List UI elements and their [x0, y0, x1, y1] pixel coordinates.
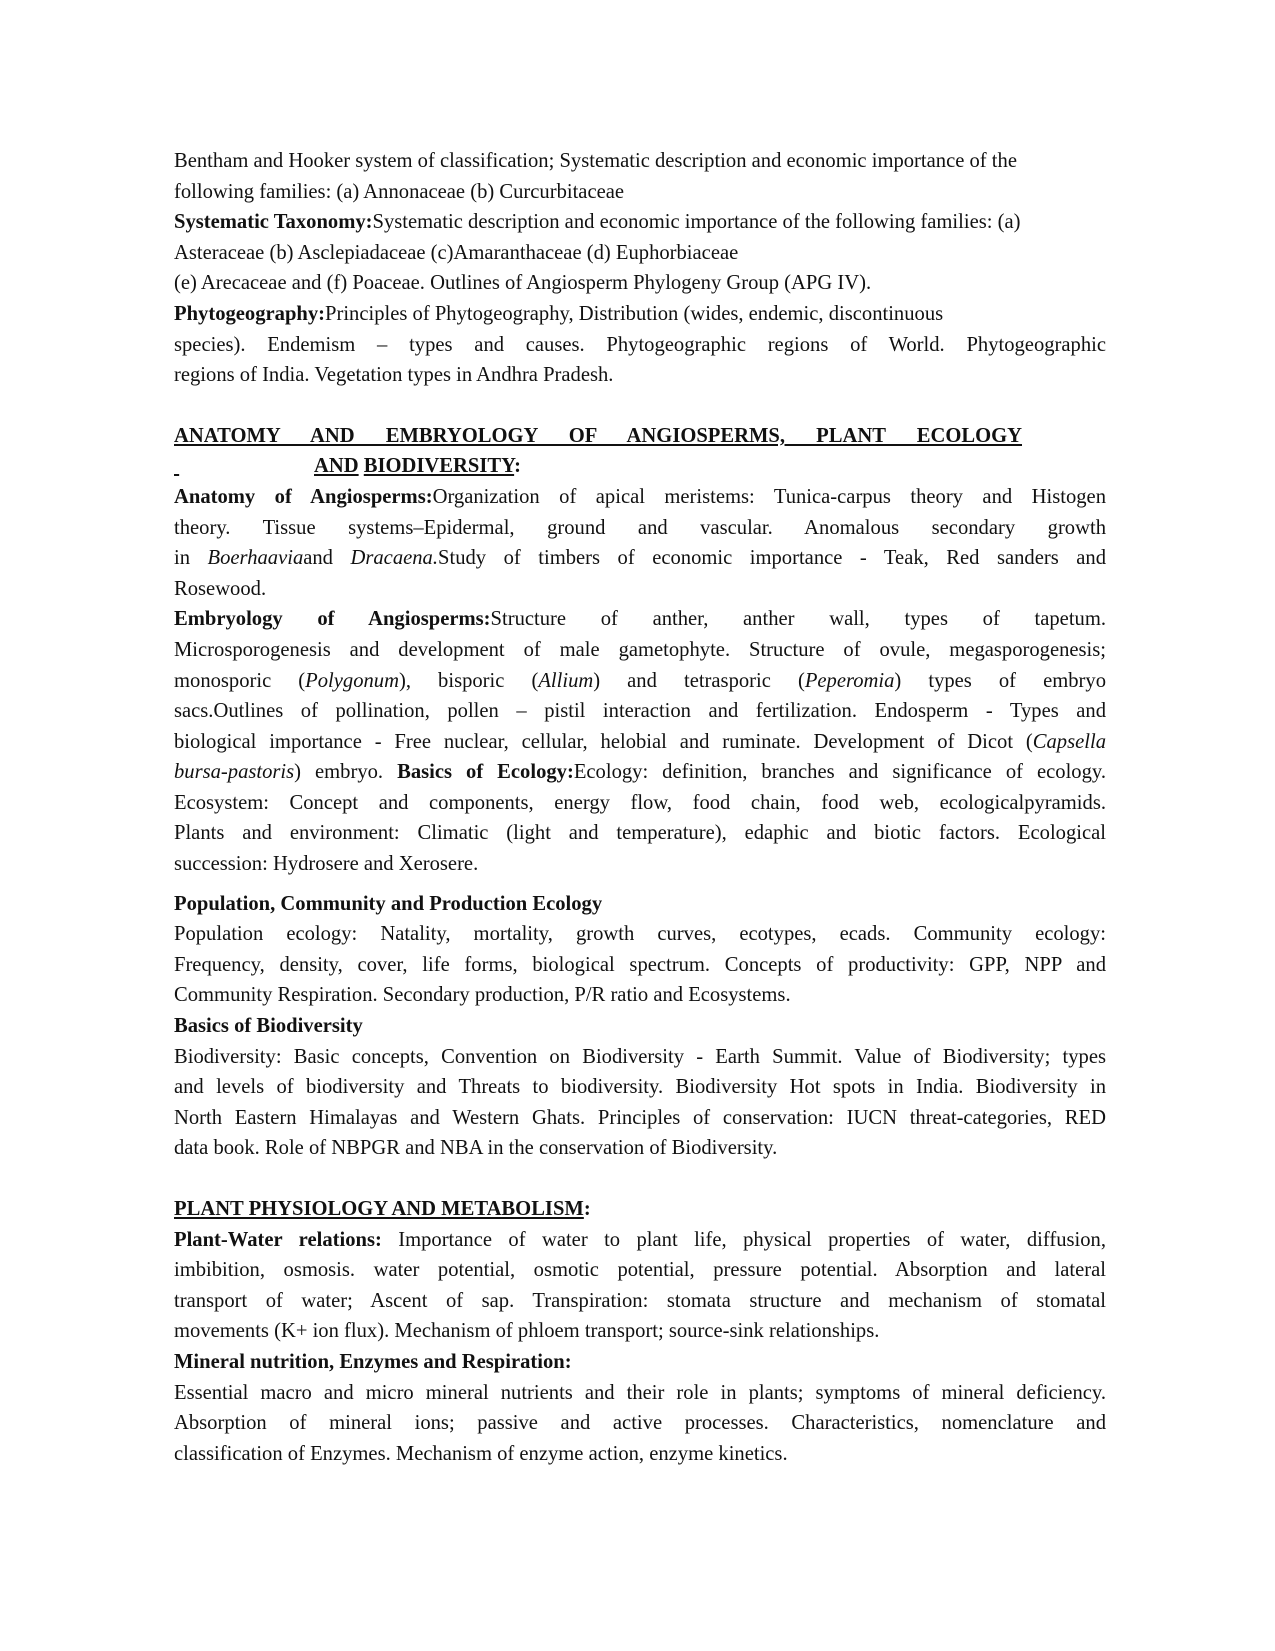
- text-span: ) embryo.: [294, 761, 398, 784]
- section-heading-continued: [174, 451, 1106, 482]
- text-span: Organization of apical meristems: Tunica-carpus theory and Histogen: [432, 485, 1106, 508]
- text-line: [174, 482, 1106, 513]
- text-span: Importance of water to plant life, physical properties of water, diffusion,: [381, 1228, 1106, 1251]
- physiology-heading: PLANT PHYSIOLOGY AND METABOLISM: [174, 1198, 584, 1220]
- section-heading: [174, 1194, 1106, 1225]
- text-span: ) and tetrasporic (: [593, 669, 805, 692]
- text-line: Plants and environment: Climatic (light and temperature), edaphic and biotic factors. Ecological: [174, 822, 1106, 845]
- text-line: [174, 207, 1106, 238]
- text-span: Structure of anther, anther wall, types of tapetum.: [490, 608, 1106, 631]
- italic-term: Peperomia: [804, 669, 895, 692]
- text-line: classification of Enzymes. Mechanism of enzyme action, enzyme kinetics.: [174, 1442, 788, 1465]
- text-span: and: [303, 547, 351, 570]
- text-span: monosporic (: [174, 669, 306, 692]
- heading-colon: :: [514, 455, 521, 478]
- text-line: Asteraceae (b) Asclepiadaceae (c)Amaranthaceae (d) Euphorbiaceae: [174, 241, 739, 264]
- text-line: (e) Arecaceae and (f) Poaceae. Outlines of Angiosperm Phylogeny Group (APG IV).: [174, 272, 872, 295]
- anatomy-label: Anatomy of Angiosperms:: [174, 485, 433, 508]
- heading-and: AND: [314, 455, 359, 478]
- heading-indent-underline: [174, 451, 314, 482]
- text-line: imbibition, osmosis. water potential, osmotic potential, pressure potential. Absorption and lateral: [174, 1259, 1106, 1282]
- text-line: [174, 604, 1106, 635]
- text-line: data book. Role of NBPGR and NBA in the conservation of Biodiversity.: [174, 1137, 778, 1160]
- text-line: [174, 757, 1106, 788]
- subheading: [174, 1347, 1106, 1378]
- text-line: Microsporogenesis and development of male gametophyte. Structure of ovule, megasporogenesis;: [174, 638, 1106, 661]
- heading-biodiversity: BIODIVERSITY: [363, 455, 515, 478]
- document-page: [174, 146, 1106, 1469]
- text-line: sacs.Outlines of pollination, pollen – pistil interaction and fertilization. Endosperm - Types and: [174, 700, 1106, 723]
- text-line: transport of water; Ascent of sap. Transpiration: stomata structure and mechanism of stomatal: [174, 1289, 1106, 1312]
- taxonomy-section: [174, 146, 1106, 391]
- text-line: Ecosystem: Concept and components, energy flow, food chain, food web, ecologicalpyramids.: [174, 791, 1106, 814]
- text-span: biological importance - Free nuclear, cellular, helobial and ruminate. Development of Dicot (: [174, 730, 1033, 753]
- text-line: Frequency, density, cover, life forms, biological spectrum. Concepts of productivity: GPP, NPP and: [174, 953, 1106, 976]
- text-span: Systematic description and economic importance of the following families: (a): [372, 211, 1021, 234]
- text-span: ) types of embryo: [894, 669, 1107, 692]
- text-line: and levels of biodiversity and Threats to biodiversity. Biodiversity Hot spots in India. Biodiversity in: [174, 1076, 1106, 1099]
- text-line: theory. Tissue systems–Epidermal, ground and vascular. Anomalous secondary growth: [174, 516, 1106, 539]
- text-line: Rosewood.: [174, 577, 267, 600]
- text-line: Community Respiration. Secondary production, P/R ratio and Ecosystems.: [174, 984, 791, 1007]
- text-line: [174, 1225, 1106, 1256]
- text-span: in: [174, 547, 208, 570]
- subheading: [174, 889, 1106, 920]
- text-line: Population ecology: Natality, mortality, growth curves, ecotypes, ecads. Community ecology:: [174, 923, 1106, 946]
- italic-term: bursa-pastoris: [174, 761, 295, 784]
- section-heading: ANATOMY AND EMBRYOLOGY OF ANGIOSPERMS, PLANT ECOLOGY: [174, 424, 1022, 447]
- text-span: Principles of Phytogeography, Distribution (wides, endemic, discontinuous: [325, 302, 944, 325]
- text-line: regions of India. Vegetation types in Andhra Pradesh.: [174, 364, 614, 387]
- heading-colon: :: [583, 1198, 591, 1220]
- text-line: North Eastern Himalayas and Western Ghats. Principles of conservation: IUCN threat-categories, RED: [174, 1106, 1106, 1129]
- plant-water-label: Plant-Water relations:: [174, 1228, 382, 1251]
- text-line: [174, 299, 1106, 330]
- text-line: [174, 543, 1106, 574]
- text-line: Biodiversity: Basic concepts, Convention on Biodiversity - Earth Summit. Value of Biodiversity; types: [174, 1045, 1106, 1068]
- subheading: [174, 1011, 1106, 1042]
- text-line: Absorption of mineral ions; passive and active processes. Characteristics, nomenclature and: [174, 1412, 1106, 1435]
- italic-term: Capsella: [1032, 730, 1106, 753]
- text-span: Ecology: definition, branches and significance of ecology.: [573, 761, 1106, 784]
- italic-term: Dracaena.: [350, 547, 439, 570]
- anatomy-embryology-section: [174, 421, 1106, 1164]
- text-line: [174, 666, 1106, 697]
- text-span: ), bisporic (: [398, 669, 539, 692]
- italic-term: Polygonum: [305, 669, 399, 692]
- text-line: movements (K+ ion flux). Mechanism of phloem transport; source-sink relationships.: [174, 1320, 880, 1343]
- italic-term: Allium: [538, 669, 594, 692]
- plant-physiology-section: [174, 1194, 1106, 1469]
- text-span: Study of timbers of economic importance - Teak, Red sanders and: [438, 547, 1106, 570]
- text-line: succession: Hydrosere and Xerosere.: [174, 853, 479, 876]
- ecology-label: Basics of Ecology:: [397, 761, 574, 784]
- text-line: Essential macro and micro mineral nutrients and their role in plants; symptoms of mineral deficiency.: [174, 1381, 1106, 1404]
- population-heading: Population, Community and Production Ecology: [174, 892, 603, 915]
- italic-term: Boerhaavia: [207, 547, 304, 570]
- mineral-heading: Mineral nutrition, Enzymes and Respiration:: [174, 1350, 572, 1373]
- biodiversity-heading: Basics of Biodiversity: [174, 1015, 363, 1038]
- phytogeography-label: Phytogeography:: [174, 302, 326, 325]
- systematic-taxonomy-label: Systematic Taxonomy:: [174, 211, 373, 234]
- text-line: Bentham and Hooker system of classification; Systematic description and economic importance of the: [174, 150, 1017, 172]
- embryology-label: Embryology of Angiosperms:: [174, 608, 491, 631]
- text-line: species). Endemism – types and causes. Phytogeographic regions of World. Phytogeographic: [174, 333, 1106, 356]
- text-line: [174, 727, 1106, 758]
- text-line: following families: (a) Annonaceae (b) Curcurbitaceae: [174, 180, 625, 203]
